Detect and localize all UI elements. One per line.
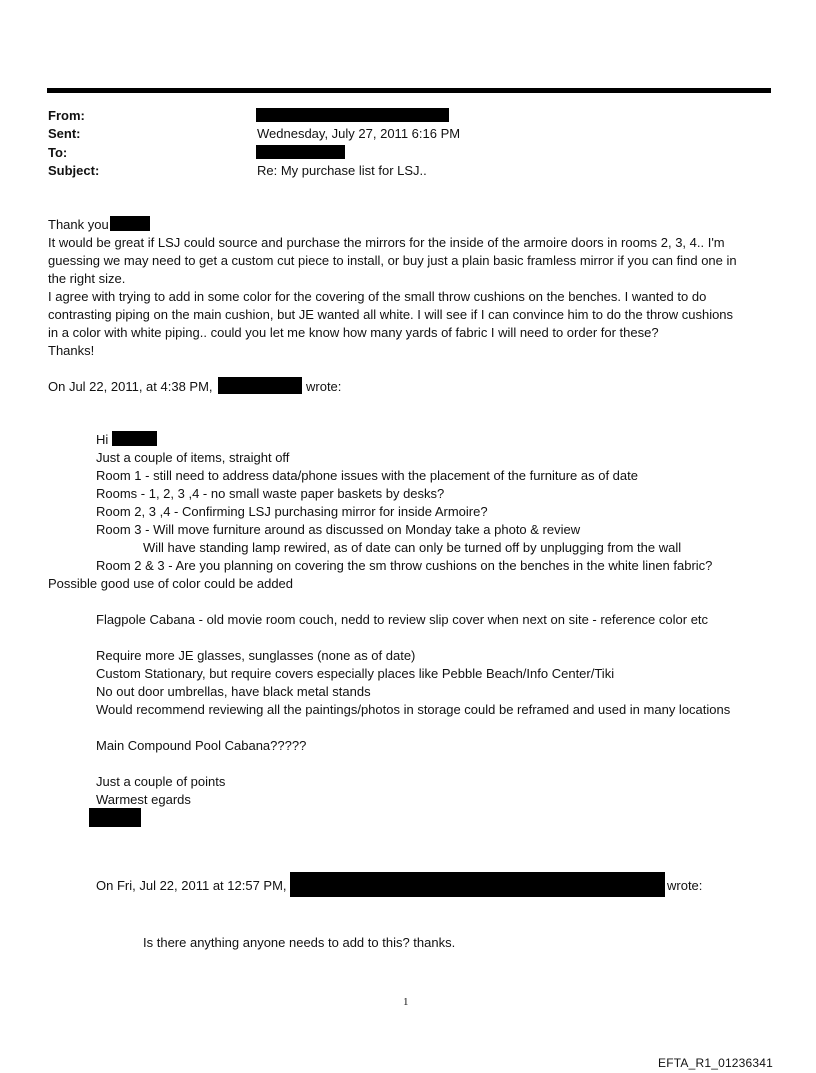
quote1-sender-redaction <box>218 377 302 394</box>
header-divider <box>47 88 771 93</box>
to-redaction <box>256 145 345 159</box>
reply-line: contrasting piping on the main cushion, but JE wanted all white. I will see if I can convince him to do the throw cushions <box>48 307 734 322</box>
reply-line: guessing we may need to get a custom cut piece to install, or buy just a plain basic framless mirror if you can find one in <box>48 253 737 268</box>
subject-label: Subject: <box>48 163 100 178</box>
reply-line: the right size. <box>48 271 126 286</box>
reply-thanks: Thanks! <box>48 343 95 358</box>
quote1-line: Rooms - 1, 2, 3 ,4 - no small waste paper baskets by desks? <box>96 486 445 501</box>
quote1-line: Require more JE glasses, sunglasses (none as of date) <box>96 648 416 663</box>
quote1-intro-wrote: wrote: <box>306 379 342 394</box>
to-label: To: <box>48 145 68 160</box>
quote2-body: Is there anything anyone needs to add to this? thanks. <box>143 935 456 950</box>
quote1-intro: On Jul 22, 2011, at 4:38 PM, <box>48 379 213 394</box>
quote1-line: Custom Stationary, but require covers especially places like Pebble Beach/Info Center/Tiki <box>96 666 615 681</box>
quote1-line: Room 1 - still need to address data/phone issues with the placement of the furniture as of date <box>96 468 638 483</box>
hi-redaction <box>112 431 157 446</box>
quote2-intro: On Fri, Jul 22, 2011 at 12:57 PM, <box>96 878 287 893</box>
quote1-signoff: Warmest egards <box>96 792 191 807</box>
quote1-hi: Hi <box>96 432 109 447</box>
quote1-line-wrapped: Possible good use of color could be added <box>48 576 294 591</box>
reply-line: in a color with white piping.. could you let me know how many yards of fabric I will need to order for these? <box>48 325 659 340</box>
bates-number: EFTA_R1_01236341 <box>658 1056 774 1070</box>
subject-value: Re: My purchase list for LSJ.. <box>257 163 427 178</box>
quote1-line: Just a couple of items, straight off <box>96 450 290 465</box>
from-redaction <box>256 108 449 122</box>
quote1-line: Room 2 & 3 - Are you planning on covering the sm throw cushions on the benches in the white linen fabric? <box>96 558 713 573</box>
quote1-line: Flagpole Cabana - old movie room couch, nedd to review slip cover when next on site - reference color etc <box>96 612 709 627</box>
quote1-line: Just a couple of points <box>96 774 226 789</box>
quote1-line-indented: Will have standing lamp rewired, as of date can only be turned off by unplugging from the wall <box>143 540 682 555</box>
sent-label: Sent: <box>48 126 81 141</box>
reply-greeting: Thank you <box>48 217 109 232</box>
quote2-sender-redaction <box>290 872 665 897</box>
greeting-redaction <box>110 216 150 231</box>
quote1-line: Main Compound Pool Cabana????? <box>96 738 307 753</box>
quote2-intro-wrote: wrote: <box>667 878 703 893</box>
reply-line: It would be great if LSJ could source and purchase the mirrors for the inside of the armoire doors in rooms 2, 3, 4.. I'm <box>48 235 725 250</box>
from-label: From: <box>48 108 85 123</box>
quote1-line: Room 3 - Will move furniture around as discussed on Monday take a photo & review <box>96 522 581 537</box>
page-number: 1 <box>403 996 409 1008</box>
reply-line: I agree with trying to add in some color for the covering of the small throw cushions on the benches. I wanted to do <box>48 289 707 304</box>
quote1-line: No out door umbrellas, have black metal stands <box>96 684 371 699</box>
signature-redaction <box>89 808 141 827</box>
quote1-line: Room 2, 3 ,4 - Confirming LSJ purchasing mirror for inside Armoire? <box>96 504 488 519</box>
quote1-line: Would recommend reviewing all the paintings/photos in storage could be reframed and used in many locations <box>96 702 731 717</box>
sent-value: Wednesday, July 27, 2011 6:16 PM <box>257 126 461 141</box>
